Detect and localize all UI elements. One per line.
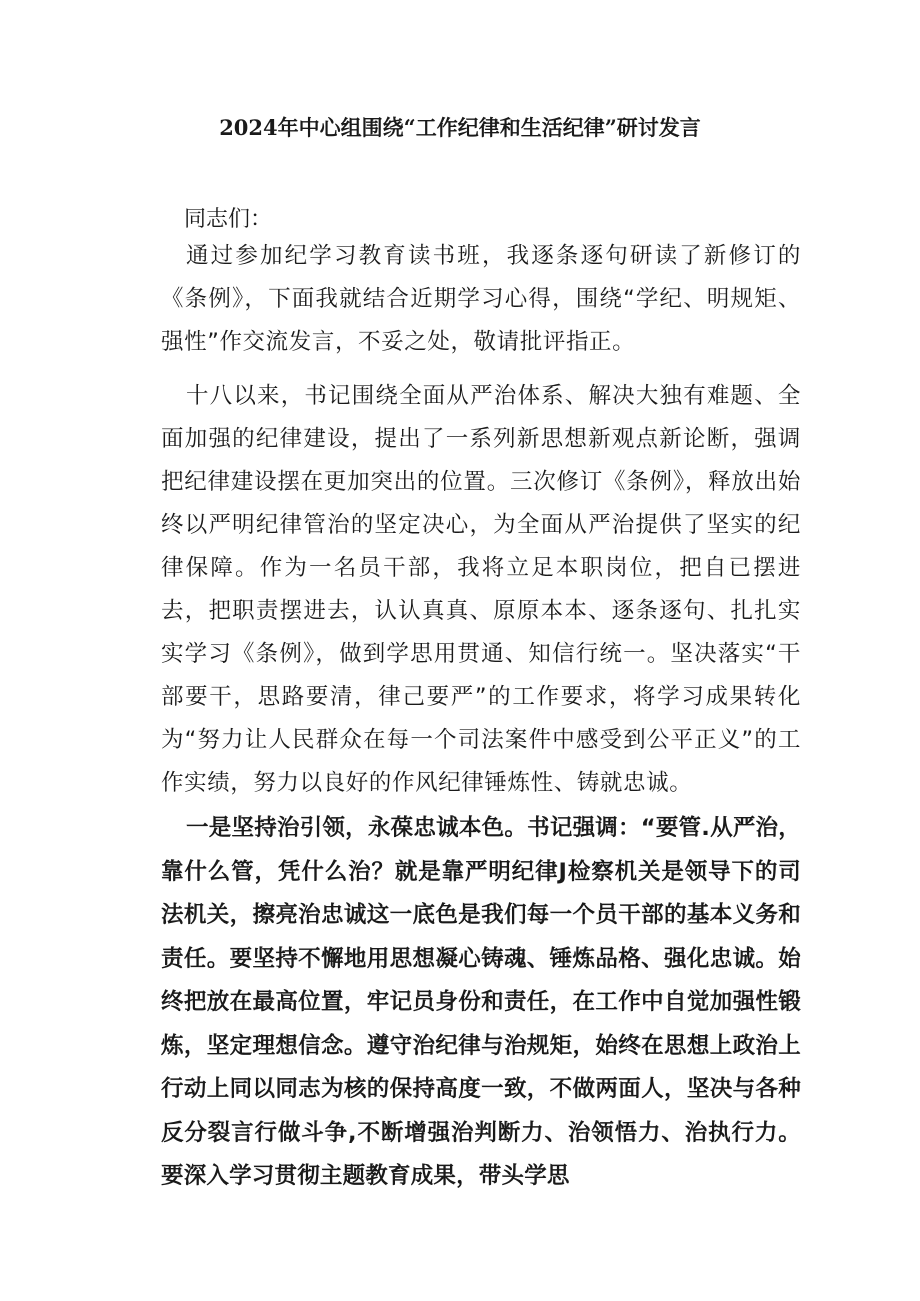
paragraph-point-one: 一是坚持治引领，永葆忠诚本色。书记强调：“要管.从严治，靠什么管，凭什么治？就是靠严明纪律J检察机关是领导下的司法机关，擦亮治忠诚这一底色是我们每一个员干部的基本义务和责任。要坚持不懈地用思想凝心铸魂、锤炼品格、强化忠诚。始终把放在最高位置，牢记员身份和责任，在工作中自觉加强性锻炼，坚定理想信念。遵守治纪律与治规矩，始终在思想上政治上行动上同以同志为核的保持高度一致，不做两面人，坚决与各种反分裂言行做斗争,不断增强治判断力、治领悟力、治执行力。要深入学习贯彻主题教育成果，带头学思 <box>161 815 801 1189</box>
salutation: 同志们： <box>184 207 273 232</box>
paragraph-intro: 通过参加纪学习教育读书班，我逐条逐句研读了新修订的《条例》，下面我就结合近期学习心得，围绕“学纪、明规矩、强性”作交流发言，不妥之处，敬请批评指正。 <box>161 243 801 355</box>
document-title: 2024年中心组围绕“工作纪律和生活纪律”研讨发言 <box>219 115 701 140</box>
paragraph-background: 十八以来，书记围绕全面从严治体系、解决大独有难题、全面加强的纪律建设，提出了一系列新思想新观点新论断，强调把纪律建设摆在更加突出的位置。三次修订《条例》，释放出始终以严明纪律管治的坚定决心，为全面从严治提供了坚实的纪律保障。作为一名员干部，我将立足本职岗位，把自已摆进去，把职责摆进去，认认真真、原原本本、逐条逐句、扎扎实实学习《条例》，做到学思用贯通、知信行统一。坚决落实“干部要干，思路要清，律己要严”的工作要求，将学习成果转化为“努力让人民群众在每一个司法案件中感受到公平正义”的工作实绩，努力以良好的作风纪律锤炼性、铸就忠诚。 <box>161 383 801 796</box>
